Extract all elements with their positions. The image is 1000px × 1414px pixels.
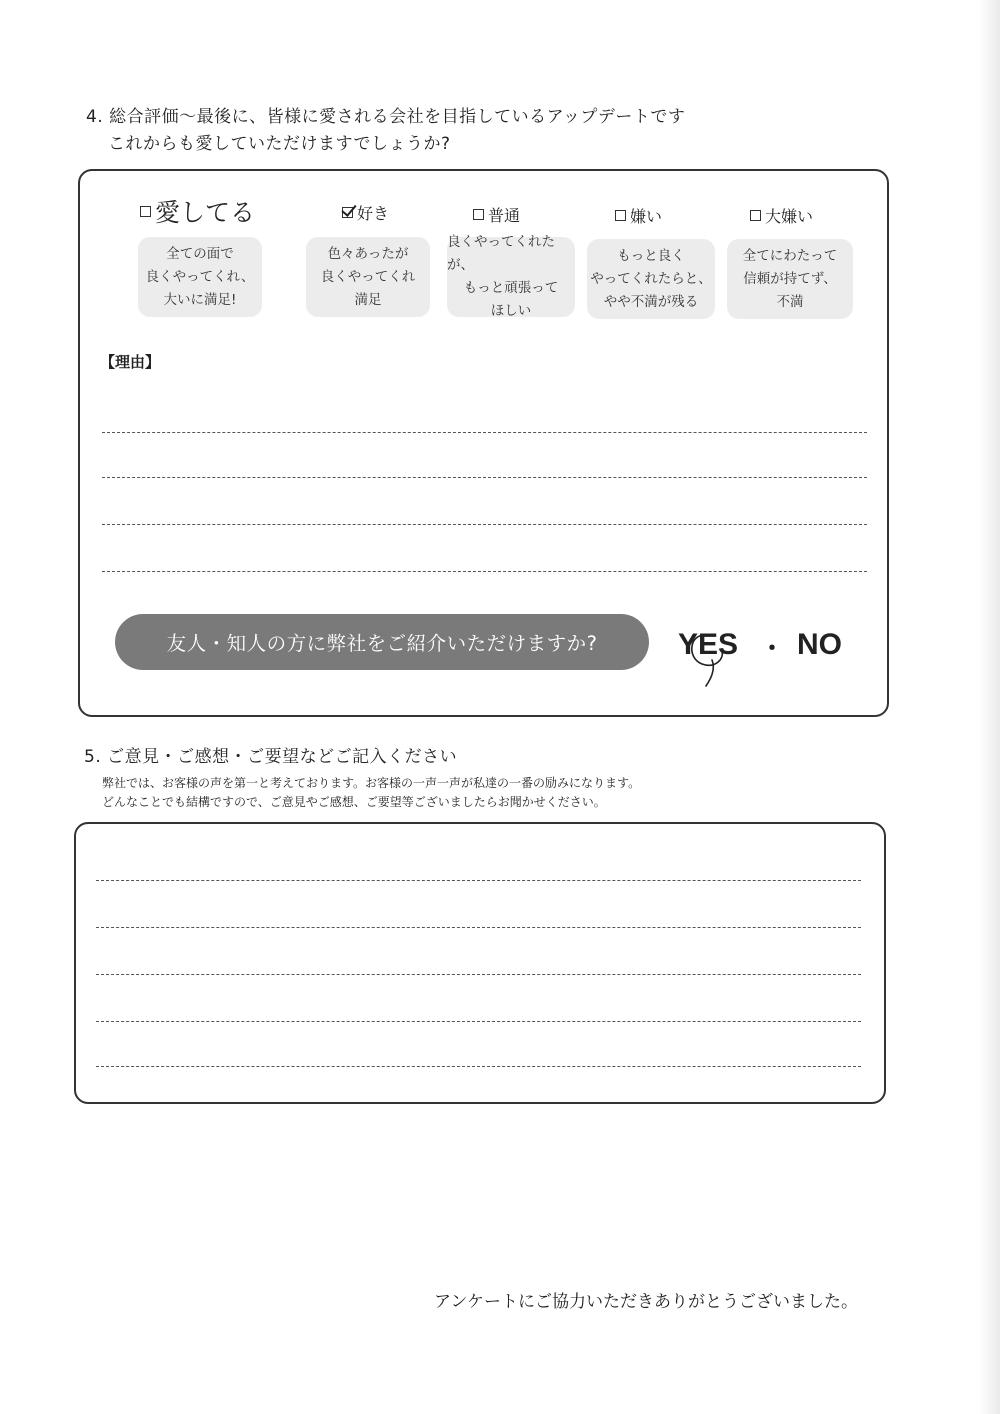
love-checkbox[interactable] (140, 206, 151, 217)
hate-checkbox[interactable] (750, 210, 761, 221)
option-dislike[interactable] (615, 204, 662, 227)
option-like-label: 好き (357, 204, 390, 223)
comment-input-line-3[interactable] (96, 974, 861, 975)
desc-line: ほしい (490, 303, 532, 319)
option-love-label: 愛してる (155, 198, 256, 227)
option-hate[interactable] (750, 204, 813, 227)
comment-input-line-2[interactable] (96, 927, 861, 928)
no-option[interactable] (797, 628, 842, 662)
desc-line: 良くやってくれたが、 (447, 234, 555, 273)
reason-input-line-3[interactable] (102, 524, 867, 525)
option-love-description (138, 237, 262, 317)
option-hate-label: 大嫌い (765, 207, 814, 226)
desc-line: 全ての面で (166, 245, 234, 262)
option-dislike-label: 嫌い (630, 207, 663, 226)
q5-subtext-1: 弊社では、お客様の声を第一と考えております。お客様の一声一声が私達の一番の励みになります。 (102, 776, 641, 790)
referral-question-banner (115, 614, 649, 670)
reason-input-line-4[interactable] (102, 571, 867, 572)
option-normal-label: 普通 (488, 206, 521, 225)
comment-input-line-5[interactable] (96, 1066, 861, 1067)
desc-line: 良くやってくれ、 (145, 268, 255, 285)
option-dislike-description (587, 239, 715, 319)
comment-input-line-1[interactable] (96, 880, 861, 881)
thank-you-message: アンケートにご協力いただきありがとうございました。 (434, 1292, 858, 1312)
option-normal[interactable] (473, 203, 520, 226)
option-hate-description (727, 239, 853, 319)
yes-no-separator: ・ (760, 635, 784, 662)
desc-line: やってくれたらと、 (590, 270, 712, 287)
reason-input-line-1[interactable] (102, 432, 867, 433)
q4-title-line2: これからも愛していただけますでしょうか? (108, 134, 451, 154)
desc-line: 大いに満足! (163, 291, 237, 308)
option-love[interactable] (140, 193, 255, 229)
q5-comment-box (74, 822, 886, 1104)
q4-title-line1: 4. 総合評価～最後に、皆様に愛される会社を目指しているアップデートです (86, 107, 686, 127)
option-like-description (306, 237, 430, 317)
referral-question-text: 友人・知人の方に弊社をご紹介いただけますか? (166, 632, 598, 655)
yes-circle-mark (676, 622, 756, 692)
desc-line: もっと頑張って (463, 280, 559, 296)
like-checkbox-checked[interactable] (342, 207, 353, 218)
desc-line: 色々あったが (327, 245, 409, 262)
comment-input-line-4[interactable] (96, 1021, 861, 1022)
normal-checkbox[interactable] (473, 209, 484, 220)
desc-line: 良くやってくれ (320, 268, 416, 285)
option-normal-description (447, 234, 575, 319)
yes-label: YES (678, 628, 739, 661)
desc-line: 全てにわたって (742, 247, 838, 264)
scan-edge-shadow (978, 0, 1000, 1414)
desc-line: 不満 (776, 293, 804, 310)
reason-input-line-2[interactable] (102, 477, 867, 478)
no-label: NO (797, 628, 842, 661)
q5-title: 5. ご意見・ご感想・ご要望などご記入ください (84, 747, 458, 767)
desc-line: 信頼が持てず、 (743, 270, 837, 287)
q5-subtext-2: どんなことでも結構ですので、ご意見やご感想、ご要望等ございましたらお聞かせください。 (102, 795, 606, 809)
desc-line: 満足 (354, 291, 382, 308)
option-like[interactable] (342, 201, 389, 224)
dislike-checkbox[interactable] (615, 210, 626, 221)
reason-label: 【理由】 (100, 353, 161, 371)
desc-line: やや不満が残る (603, 293, 699, 310)
desc-line: もっと良く (617, 247, 685, 264)
